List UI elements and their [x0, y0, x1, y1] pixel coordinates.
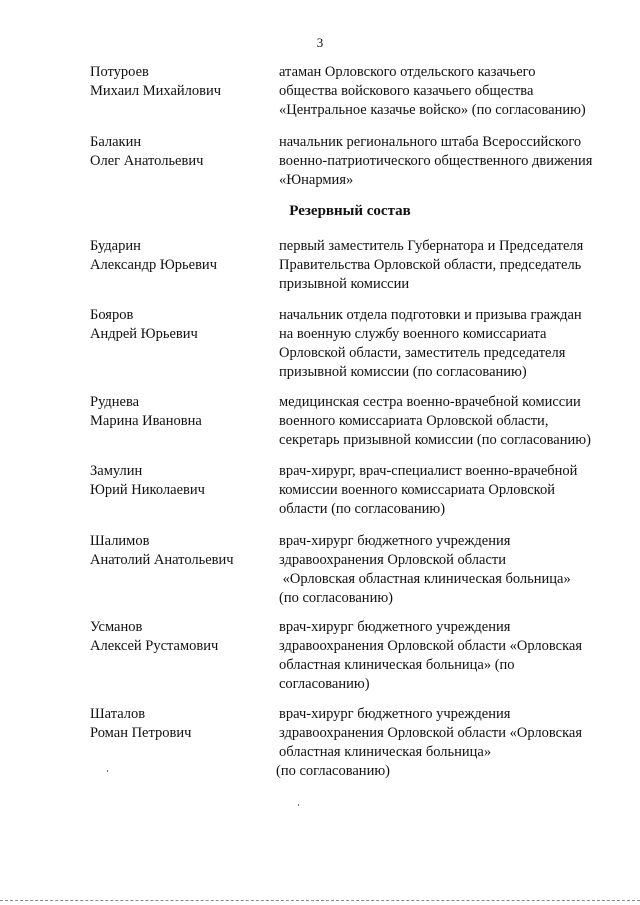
member-surname: Потуроев — [90, 64, 149, 80]
position-line: на военную службу военного комиссариата — [279, 326, 547, 342]
position-line: врач-хирург бюджетного учреждения — [279, 533, 511, 549]
member-surname: Замулин — [90, 463, 143, 479]
position-line: секретарь призывной комиссии (по согласованию) — [279, 432, 591, 448]
member-given-names: Александр Юрьевич — [90, 257, 217, 273]
scan-speck — [107, 770, 108, 772]
position-line: областная клиническая больница» — [279, 744, 492, 760]
member-name — [90, 306, 280, 344]
member-position — [279, 462, 619, 519]
page-bottom-edge — [0, 900, 640, 902]
position-line: «Юнармия» — [279, 172, 354, 188]
position-line: Правительства Орловской области, председатель — [279, 257, 582, 273]
member-given-names: Алексей Рустамович — [90, 638, 219, 654]
member-name — [90, 532, 280, 570]
member-surname: Бударин — [90, 238, 141, 254]
member-given-names: Роман Петрович — [90, 725, 192, 741]
section-heading-text: Резервный состав — [289, 203, 411, 219]
member-given-names: Марина Ивановна — [90, 413, 202, 429]
member-surname: Шаталов — [90, 706, 146, 722]
position-line: (по согласованию) — [276, 763, 390, 779]
member-name — [90, 393, 280, 431]
member-surname: Усманов — [90, 619, 143, 635]
position-line: здравоохранения Орловской области «Орловская — [279, 638, 583, 654]
member-position — [279, 393, 619, 450]
member-position — [279, 532, 619, 608]
position-line: медицинская сестра военно-врачебной комиссии — [279, 394, 581, 410]
member-surname: Руднева — [90, 394, 140, 410]
position-line: (по согласованию) — [279, 590, 393, 606]
member-given-names: Олег Анатольевич — [90, 153, 204, 169]
position-line: области (по согласованию) — [279, 501, 446, 517]
position-line: призывной комиссии (по согласованию) — [279, 364, 527, 380]
member-given-names: Андрей Юрьевич — [90, 326, 198, 342]
position-line: атаман Орловского отдельского казачьего — [279, 64, 536, 80]
position-line: призывной комиссии — [279, 276, 410, 292]
position-line: областная клиническая больница» (по — [279, 657, 515, 673]
position-line: общества войскового казачьего общества — [279, 83, 534, 99]
member-name — [90, 705, 280, 743]
member-given-names: Михаил Михайлович — [90, 83, 222, 99]
position-line: врач-хирург, врач-специалист военно-врачебной — [279, 463, 578, 479]
member-name — [90, 63, 280, 101]
position-line: начальник отдела подготовки и призыва граждан — [279, 307, 582, 323]
member-position — [279, 306, 619, 382]
position-line: первый заместитель Губернатора и Председателя — [279, 238, 584, 254]
position-line: врач-хирург бюджетного учреждения — [279, 619, 511, 635]
member-given-names: Анатолий Анатольевич — [90, 552, 234, 568]
member-surname: Шалимов — [90, 533, 150, 549]
position-line: «Центральное казачье войско» (по согласованию) — [279, 102, 586, 118]
page-number: 3 — [316, 35, 324, 50]
position-line: согласованию) — [279, 676, 370, 692]
member-name — [90, 618, 280, 656]
scan-speck — [298, 804, 299, 806]
member-name — [90, 462, 280, 500]
member-position — [279, 63, 619, 120]
position-line: здравоохранения Орловской области «Орловская — [279, 725, 583, 741]
member-position — [279, 618, 619, 694]
position-line: «Орловская областная клиническая больница» — [279, 571, 571, 587]
position-line: врач-хирург бюджетного учреждения — [279, 706, 511, 722]
position-line: здравоохранения Орловской области — [279, 552, 506, 568]
position-line: военного комиссариата Орловской области, — [279, 413, 549, 429]
member-given-names: Юрий Николаевич — [90, 482, 205, 498]
position-line: комиссии военного комиссариата Орловской — [279, 482, 555, 498]
member-position — [279, 237, 619, 294]
section-heading — [0, 203, 640, 220]
position-line: военно-патриотического общественного движения — [279, 153, 593, 169]
member-surname: Балакин — [90, 134, 142, 150]
member-name — [90, 133, 280, 171]
member-position — [279, 133, 619, 190]
position-line: Орловской области, заместитель председателя — [279, 345, 566, 361]
member-surname: Бояров — [90, 307, 134, 323]
member-name — [90, 237, 280, 275]
position-line: начальник регионального штаба Всероссийского — [279, 134, 582, 150]
member-position — [276, 705, 619, 781]
